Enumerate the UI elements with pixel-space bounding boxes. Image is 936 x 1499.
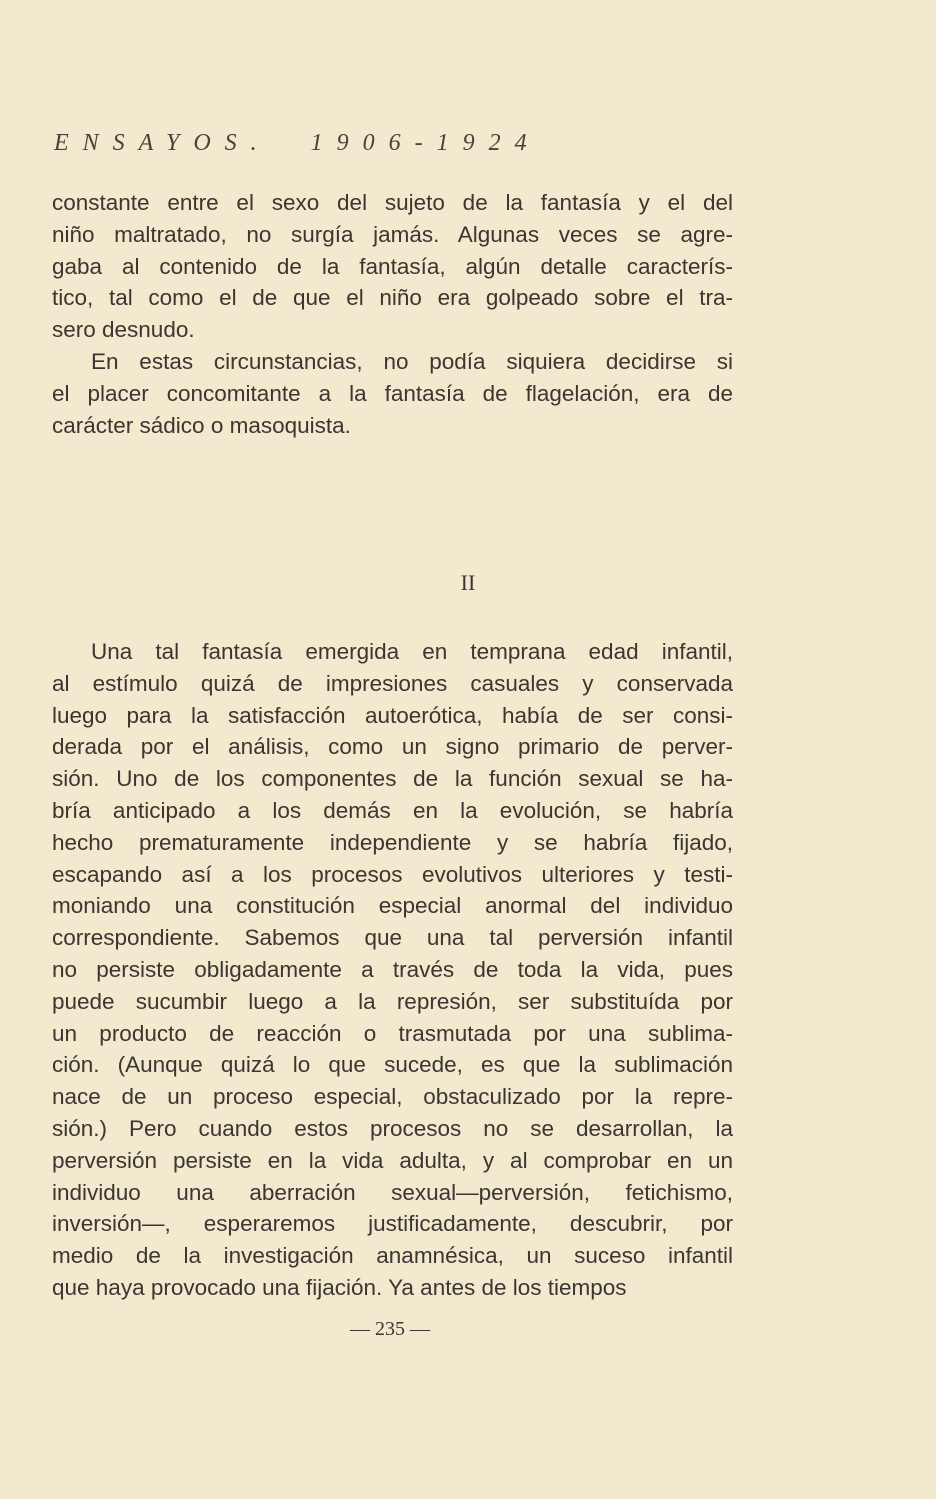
text-line: sero desnudo. [52,317,195,343]
running-header: ENSAYOS. 1906-1924 [54,130,541,156]
text-line: luego para la satisfacción autoerótica, había de ser consi- [52,702,733,728]
body-text-top [52,187,733,441]
text-line: medio de la investigación anamnésica, un suceso infantil [52,1243,733,1269]
body-text-bottom [52,636,733,1304]
text-line: tico, tal como el de que el niño era golpeado sobre el tra- [52,285,733,311]
section-heading: II [460,570,476,595]
text-line: ción. (Aunque quizá lo que sucede, es que la sublimación [52,1052,733,1078]
text-line: correspondiente. Sabemos que una tal perversión infantil [52,925,733,951]
text-line: niño maltratado, no surgía jamás. Algunas veces se agre- [52,221,733,247]
text-line: un producto de reacción o trasmutada por una sublima- [52,1020,733,1046]
text-line: el placer concomitante a la fantasía de flagelación, era de [52,380,733,406]
text-line: bría anticipado a los demás en la evolución, se habría [52,797,733,823]
text-line: puede sucumbir luego a la represión, ser substituída por [52,988,733,1014]
text-line: escapando así a los procesos evolutivos ulteriores y testi- [52,861,733,887]
text-line: al estímulo quizá de impresiones casuales y conservada [52,670,733,696]
text-line: hecho prematuramente independiente y se habría fijado, [52,829,733,855]
text-line: nace de un proceso especial, obstaculizado por la repre- [52,1084,733,1110]
text-line: moniando una constitución especial anormal del individuo [52,893,733,919]
text-line: En estas circunstancias, no podía siquiera decidirse si [91,348,733,374]
text-line: no persiste obligadamente a través de toda la vida, pues [52,956,733,982]
text-line: perversión persiste en la vida adulta, y al comprobar en un [52,1147,733,1173]
text-line: constante entre el sexo del sujeto de la fantasía y el del [52,190,733,215]
page-number: — 235 — [350,1318,430,1340]
text-line: que haya provocado una fijación. Ya antes de los tiempos [52,1274,627,1300]
text-line: sión. Uno de los componentes de la función sexual se ha- [52,766,733,792]
text-line: gaba al contenido de la fantasía, algún detalle caracterís- [52,253,733,279]
text-line: Una tal fantasía emergida en temprana edad infantil, [91,639,733,664]
text-line: derada por el análisis, como un signo primario de perver- [52,734,733,760]
text-line: sión.) Pero cuando estos procesos no se desarrollan, la [52,1115,733,1141]
text-line: carácter sádico o masoquista. [52,412,351,438]
text-line: individuo una aberración sexual—perversión, fetichismo, [52,1179,733,1205]
text-line: inversión—, esperaremos justificadamente, descubrir, por [52,1211,733,1237]
